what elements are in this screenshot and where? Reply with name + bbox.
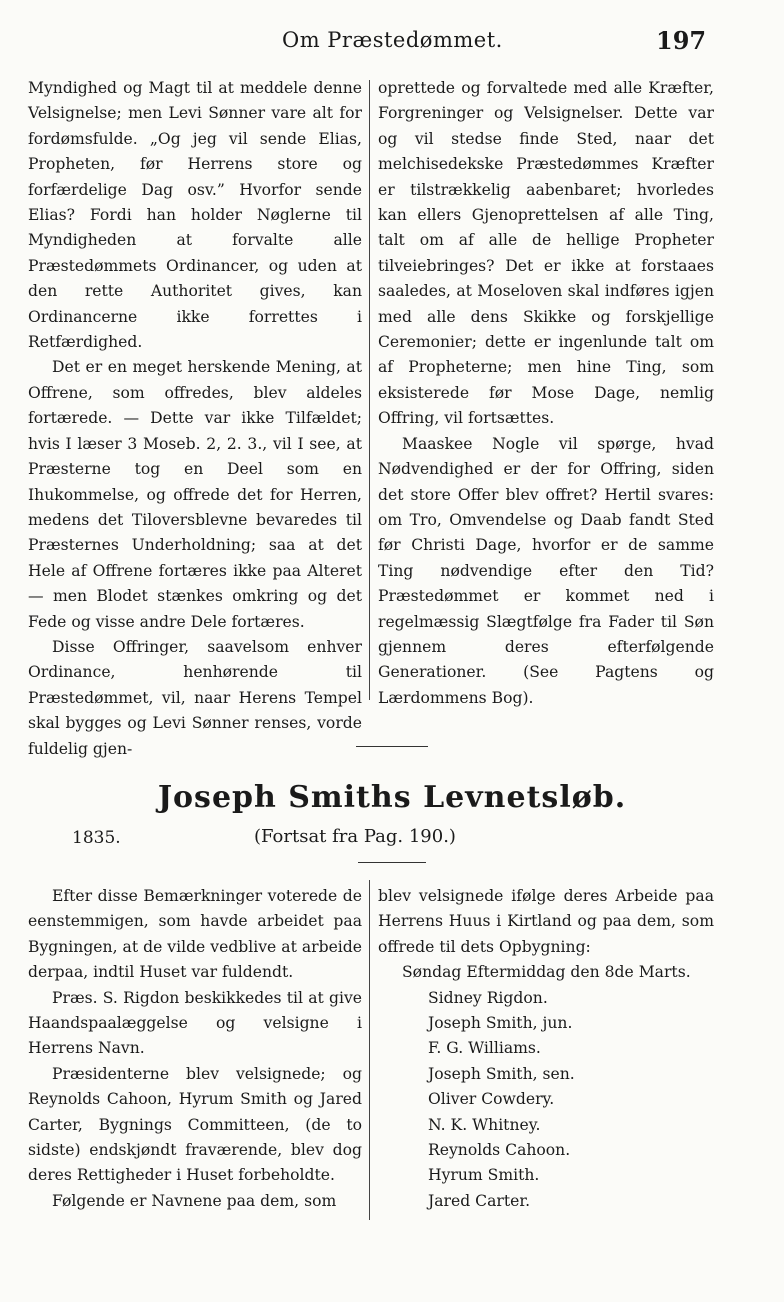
list-item: Oliver Cowdery. (428, 1090, 555, 1109)
page-number: 197 (656, 26, 707, 55)
date-line: Søndag Eftermiddag den 8de Marts. (402, 963, 691, 982)
list-item: Joseph Smith, jun. (428, 1014, 573, 1033)
top-right-column (378, 76, 714, 711)
running-head (0, 26, 784, 58)
paragraph: Maaskee Nogle vil spørge, hvad Nødvendighed er der for Offring, siden det store Offer blev offret? Hertil svares: om Tro, Omvendelse og Daab fandt Sted før Christi Dage, hvorfor er de samme Ting nødvendige efter den Tid? Præstedømmet er kommet ned i regelmæssig Slægtfølge fra Fader til Søn gjennem deres efterfølgende Generationer. (See Pagtens og Lærdommens Bog). (378, 434, 714, 707)
list-item: Jared Carter. (428, 1191, 531, 1210)
name-list (378, 986, 714, 1215)
section-year: 1835. (72, 828, 121, 848)
paragraph: Præs. S. Rigdon beskikkedes til at give Haandspaalæggelse og velsigne i Herrens Navn. (28, 988, 362, 1058)
paragraph: Følgende er Navnene paa dem, som (52, 1191, 337, 1210)
list-item: Joseph Smith, sen. (428, 1064, 575, 1083)
paragraph: Præsidenterne blev velsignede; og Reynolds Cahoon, Hyrum Smith og Jared Carter, Bygnings Committeen, (de to sidste) endskjøndt fraværende, blev dog deres Rettigheder i Huset forbeholdte. (28, 1064, 362, 1185)
paragraph: Disse Offringer, saavelsom enhver Ordinance, henhørende til Præstedømmet, vil, naar Herens Tempel skal bygges og Levi Sønner renses, vorde fuldelig gjen- (28, 637, 362, 758)
section-heading: Joseph Smiths Levnetsløb. (157, 780, 627, 815)
bottom-right-column (378, 884, 714, 1214)
bottom-left-column (28, 884, 362, 1214)
list-item: Hyrum Smith. (428, 1166, 540, 1185)
list-item: Sidney Rigdon. (428, 988, 548, 1007)
paragraph: Efter disse Bemærkninger voterede de eenstemmigen, som havde arbeidet paa Bygningen, at de vilde vedblive at arbeide derpaa, indtil Huset var fuldendt. (28, 887, 362, 982)
list-item: Reynolds Cahoon. (428, 1141, 571, 1160)
heading-rule (358, 862, 426, 863)
paragraph: Myndighed og Magt til at meddele denne Velsignelse; men Levi Sønner vare alt for fordømsfulde. „Og jeg vil sende Elias, Propheten, før Herrens store og forfærdelige Dag osv.” Hvorfor sende Elias? Fordi han holder Nøglerne til Myndigheden at forvalte alle Præstedømmets Ordinancer, og uden at den rette Authoritet gives, kan Ordinancerne ikke forrettes i Retfærdighed. (28, 79, 362, 352)
list-item: N. K. Whitney. (428, 1115, 541, 1134)
paragraph: Det er en meget herskende Mening, at Offrene, som offredes, blev aldeles fortærede. — Dette var ikke Tilfældet; hvis I læser 3 Mosеb. 2, 2. 3., vil I see, at Præsterne tog en Deel som en Ihukommelse, og offrede det for Herren, medens det Tiloversblevne bevaredes til Præsternes Underholdning; saa at det Hele af Offrene fortæres ikke paa Alteret — men Blodet stænkes omkring og det Fede og visse andre Dele fortæres. (28, 358, 362, 631)
list-item: F. G. Williams. (428, 1039, 541, 1058)
paragraph: blev velsignede ifølge deres Arbeide paa Herrens Huus i Kirtland og paa dem, som offrede til dets Opbygning: (378, 887, 714, 956)
top-left-column (28, 76, 362, 762)
running-title: Om Præstedømmet. (282, 28, 503, 52)
section-rule (356, 746, 428, 747)
column-divider (369, 80, 370, 700)
continued-note: (Fortsat fra Pag. 190.) (254, 826, 456, 847)
paragraph: oprettede og forvaltede med alle Kræfter, Forgreninger og Velsignelser. Dette var og vil stedse finde Sted, naar det melchisedekske Præstedømmes Kræfter er tilstrækkelig aabenbaret; hvorledes kan ellers Gjenoprettelsen af alle Ting, talt om af alle de hellige Propheter tilveiebringes? Det er ikke at forstaaes saaledes, at Moseloven skal indføres igjen med alle dens Skikke og forskjellige Ceremonier; dette er ingenlunde talt om af Propheterne; men hine Ting, som eksisterede før Mose Dage, nemlig Offring, vil fortsættes. (378, 79, 714, 428)
column-divider (369, 880, 370, 1220)
